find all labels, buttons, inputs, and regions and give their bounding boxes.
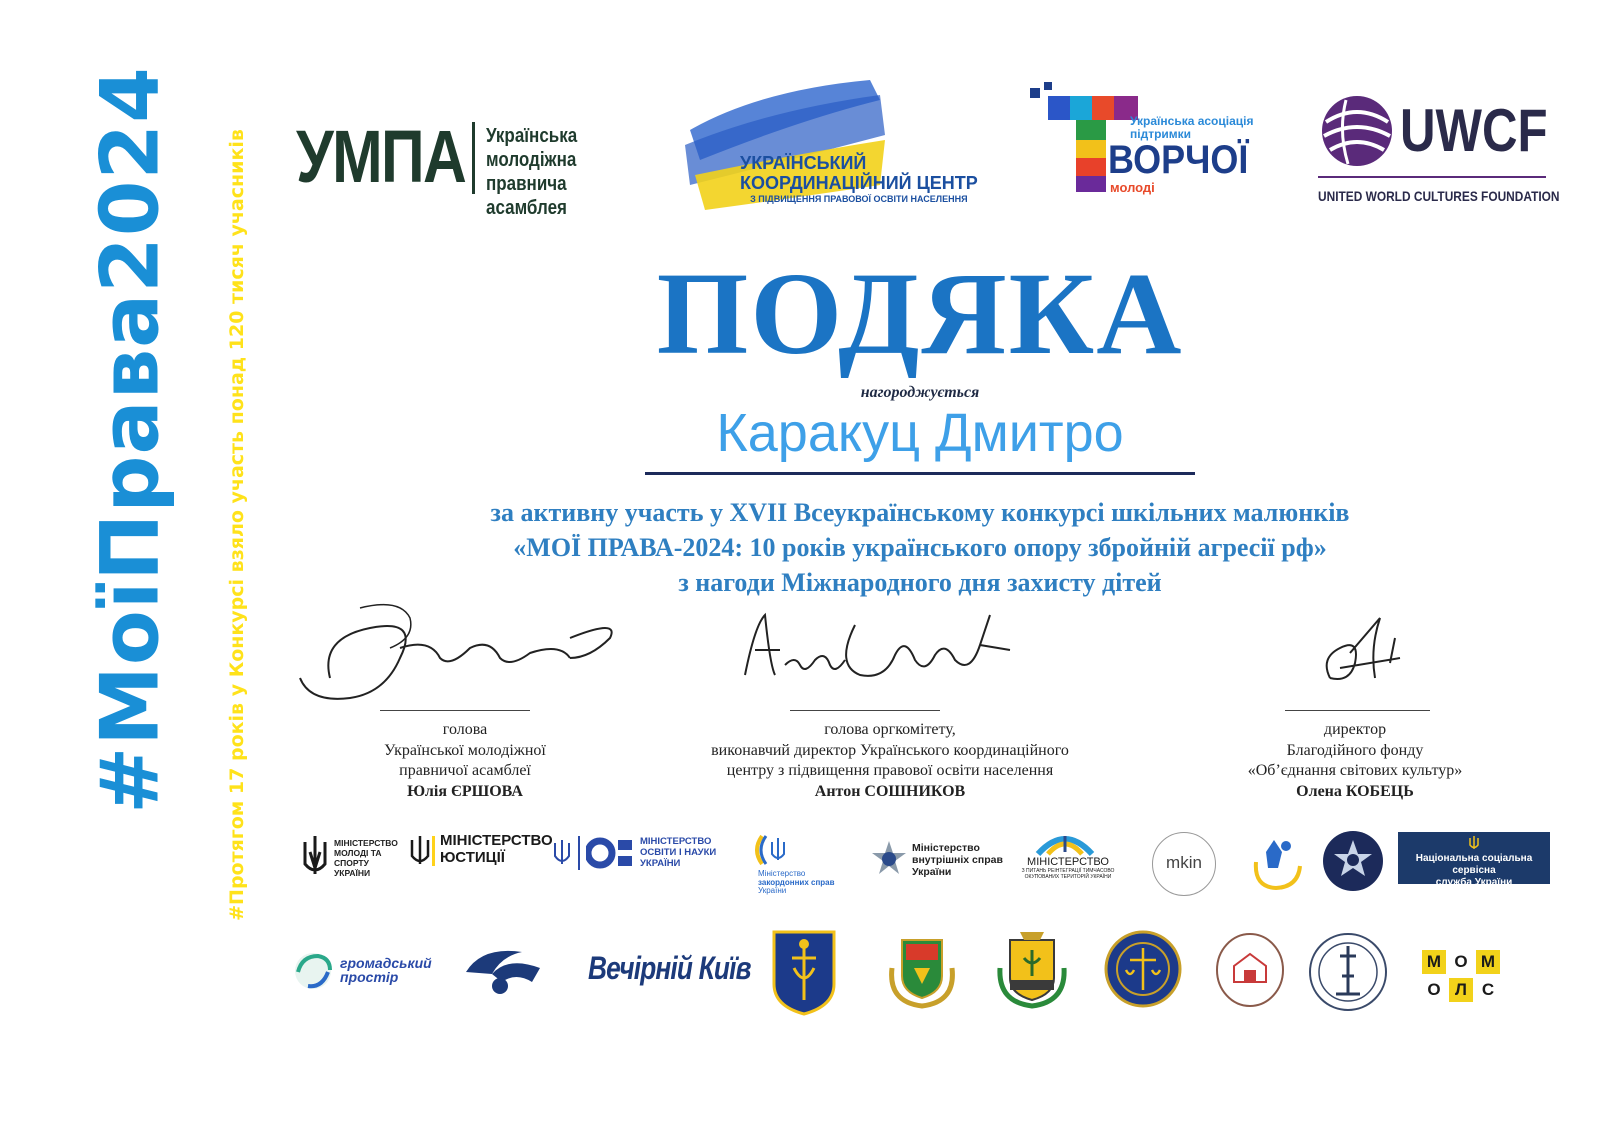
signature-2 — [735, 605, 1015, 705]
partner-circle-emblem-2 — [1308, 932, 1388, 1012]
signatory-2: голова оргкомітету, виконавчий директор Українського координаційного центру з підвищення правової освіти населення Антон СОШНИКОВ — [650, 720, 1130, 802]
signature-line-3 — [1285, 710, 1430, 711]
partner-kyiv-coat-of-arms — [770, 928, 838, 1016]
signature-line-1 — [380, 710, 530, 711]
tvorchoi-top: Українська асоціація підтримки — [1130, 114, 1254, 141]
partner-vechirniy-kyiv: Вечірній Київ — [588, 950, 751, 986]
tvorchoi-sub: молоді — [1110, 180, 1155, 195]
side-note — [222, 80, 252, 970]
partner-hromadskyi: громадський простір — [292, 950, 452, 994]
umpa-logo — [296, 112, 646, 219]
trident-icon — [408, 834, 432, 868]
trident-icon — [552, 838, 572, 868]
reint-arc-icon — [1034, 828, 1096, 856]
signatory-1: голова Української молодіжної правничої асамблеї Юлія ЄРШОВА — [330, 720, 600, 802]
hromadskyi-swirl-icon — [292, 950, 334, 992]
side-hashtag-text: #МоїПрава2024 — [83, 66, 177, 814]
awarded-label: нагороджується — [860, 384, 980, 401]
signatory-3-name: Олена КОБЕЦЬ — [1296, 782, 1414, 800]
partner-minvnut: Міністерство внутрішніх справ України — [870, 838, 1020, 882]
mzs-emblem-icon — [752, 832, 792, 868]
ukc-logo — [680, 70, 1010, 220]
signatory-1-name: Юлія ЄРШОВА — [407, 782, 523, 800]
reason-line-1: за активну участь у XVII Всеукраїнському конкурсі шкільних малюнків — [490, 498, 1350, 527]
partner-circle-emblem-1 — [1214, 932, 1286, 1008]
trident-icon — [300, 834, 330, 878]
partner-minreint: МІНІСТЕРСТВО З ПИТАНЬ РЕІНТЕГРАЦІЇ ТИМЧАСОВО ОКУПОВАНИХ ТЕРИТОРІЙ УКРАЇНИ — [1018, 828, 1118, 884]
signature-1 — [290, 598, 630, 718]
certificate-title: ПОДЯКА — [656, 248, 1184, 379]
tvorchoi-logo — [1030, 82, 1270, 197]
signature-line-2 — [790, 710, 940, 711]
signature-3 — [1310, 608, 1420, 698]
partner-nss: Національна соціальна сервісна служба України — [1398, 832, 1550, 884]
uwcf-full: UNITED WORLD CULTURES FOUNDATION — [1318, 188, 1560, 204]
partner-ira-logo — [462, 942, 544, 998]
reason-line-3: з нагоди Міжнародного дня захисту дітей — [678, 568, 1162, 597]
reason-text — [300, 495, 1540, 600]
uwcf-globe-icon — [1318, 92, 1396, 172]
partner-minjust: МІНІСТЕРСТВО ЮСТИЦІЇ — [408, 830, 543, 880]
tvorchoi-main: ВОРЧОЇ — [1108, 138, 1249, 182]
trident-icon — [1468, 835, 1480, 851]
recipient-name: Каракуц Дмитро — [716, 403, 1124, 463]
partner-regional-emblem-1 — [884, 932, 960, 1010]
signatory-3: директор Благодійного фонду «Об’єднання світових культур» Олена КОБЕЦЬ — [1220, 720, 1490, 802]
partner-court-emblem — [1104, 930, 1182, 1008]
partner-minmol: МІНІСТЕРСТВО МОЛОДІ ТА СПОРТУ УКРАЇНИ — [300, 832, 400, 882]
uwcf-rule — [1318, 176, 1546, 178]
uwcf-abbr: UWCF — [1400, 97, 1548, 164]
umpa-divider — [472, 122, 475, 194]
partner-mkin: mkin — [1152, 832, 1216, 896]
partner-regional-emblem-2 — [994, 928, 1070, 1010]
recipient-underline — [645, 472, 1195, 475]
osvita-logo-icon — [586, 836, 636, 870]
umpa-abbr: УМПА — [296, 115, 466, 198]
uwcf-logo — [1318, 92, 1560, 217]
partner-police-badge — [1322, 830, 1384, 892]
signatory-2-name: Антон СОШНИКОВ — [814, 782, 966, 800]
partner-hand-logo — [1246, 832, 1304, 892]
partner-minosv: МІНІСТЕРСТВО ОСВІТИ І НАУКИ УКРАЇНИ — [552, 830, 722, 880]
side-note-text: #Протягом 17 років у Конкурсі взяло участь понад 120 тисяч учасників — [226, 129, 248, 921]
partner-momols: М О М О Л С — [1422, 950, 1502, 1006]
partner-minzak: Міністерство закордонних справ України — [752, 832, 852, 892]
ukc-text: УКРАЇНСЬКИЙ КООРДИНАЦІЙНИЙ ЦЕНТР З ПІДВИЩЕННЯ ПРАВОВОЇ ОСВІТИ НАСЕЛЕННЯ — [740, 153, 978, 204]
side-hashtag — [83, 66, 177, 814]
reason-line-2: «МОЇ ПРАВА-2024: 10 років українського опору збройній агресії рф» — [513, 533, 1327, 562]
umpa-name: Українська молодіжна правнича асамблея — [486, 125, 578, 219]
police-star-icon — [870, 840, 908, 878]
